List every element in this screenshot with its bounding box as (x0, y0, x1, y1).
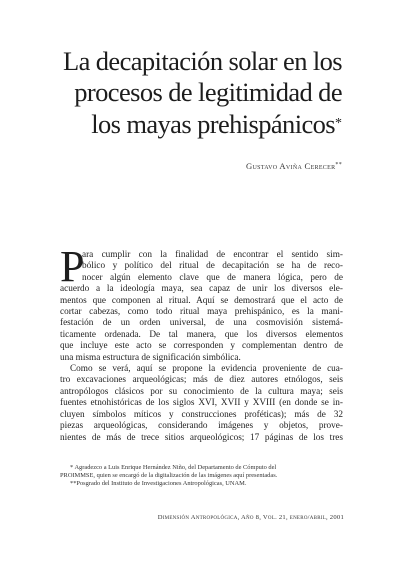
footnotes (60, 464, 343, 489)
title-line-2: procesos de legitimidad de (74, 77, 342, 107)
body-line: mentos que componen al ritual. Aquí se demostrará que el acto de (60, 295, 343, 306)
body-line: ara cumplir con la finalidad de encontrar el sentido sim- (82, 250, 343, 260)
title-footnote-marker: * (335, 116, 342, 131)
article-body (60, 250, 343, 444)
paragraph-2 (60, 364, 343, 444)
body-line: nocer algún elemento clave que de manera lógica, pero de (82, 272, 343, 283)
body-line: fuentes etnohistóricas de los siglos XVI, XVII y XVIII (en donde se in- (60, 398, 343, 409)
author-footnote-marker: ** (335, 162, 342, 168)
body-line: festación de un orden universal, de una cosmovisión sistemá- (60, 318, 343, 329)
footnote-1-line-2: PROIMMSE, quien se encargó de la digitalización de las imágenes aquí presentadas. (60, 472, 278, 480)
footnote-2: **Posgrado del Instituto de Investigaciones Antropológicas, UNAM. (70, 480, 247, 488)
body-line: acuerdo a la ideología maya, sea capaz de unir los diversos ele- (60, 284, 343, 295)
drop-cap: P (60, 242, 85, 291)
body-line: piezas arqueológicas, considerando imágenes y objetos, prove- (60, 421, 343, 432)
footnote-1-line-1: * Agradezco a Luis Enrique Hernández Niño, del Departamento de Cómputo del (70, 464, 277, 471)
paragraph-1 (60, 250, 343, 364)
author-name-text: Gustavo Aviña Cerecer (246, 161, 336, 171)
article-title (42, 46, 342, 140)
body-line: una misma estructura de significación simbólica. (60, 352, 241, 363)
author-name (82, 161, 342, 171)
title-line-1: La decapitación solar en los (63, 46, 342, 76)
body-line: ticamente ordenada. De tal manera, que los diversos elementos (60, 329, 343, 340)
body-line: cortar cabezas, como todo ritual maya prehispánico, es la mani- (60, 307, 343, 318)
title-line-3-text: los mayas prehispánicos (91, 109, 335, 139)
body-line: antropólogos clásicos por su conocimiento de la cultura maya; seis (60, 386, 343, 397)
body-line: Como se verá, aquí se propone la evidencia proveniente de cua- (70, 364, 343, 375)
body-line: cluyen símbolos míticos y construcciones proféticas); más de 32 (60, 409, 343, 420)
running-footer: Dimensión Antropológica, Año 8, Vol. 21, enero/abril, 2001 (157, 514, 344, 521)
title-line-3 (42, 108, 342, 140)
body-line: bólico y político del ritual de decapitación se ha de reco- (82, 261, 343, 272)
body-line: tro excavaciones arqueológicas; más de diez autores etnólogos, seis (60, 375, 343, 386)
body-line: nientes de más de trece sitios arqueológicos; 17 páginas de los tres (60, 432, 343, 443)
body-line: que incluye este acto se corresponden y complementan dentro de (60, 341, 343, 352)
